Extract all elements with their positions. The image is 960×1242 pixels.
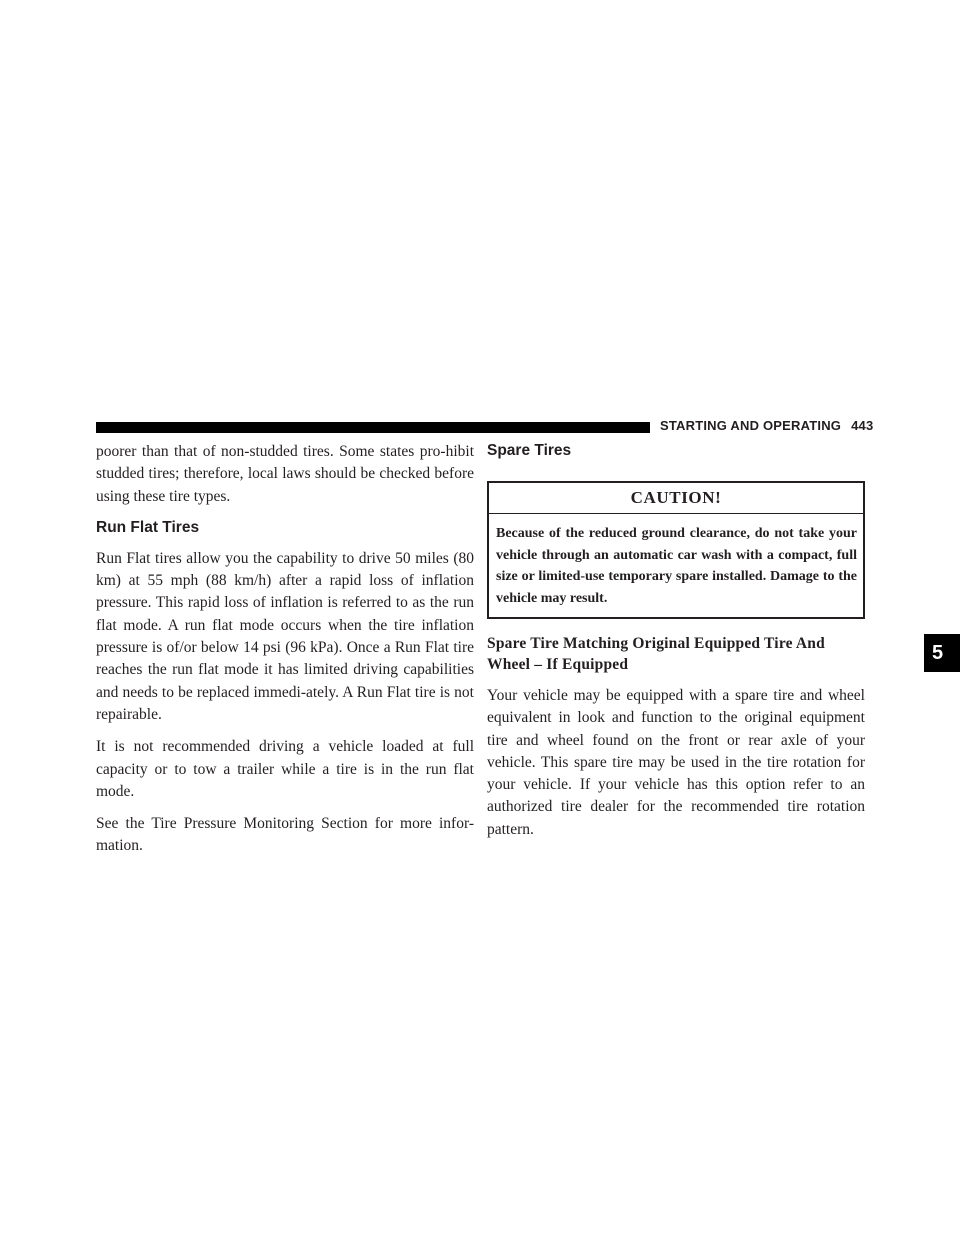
intro-paragraph: poorer than that of non-studded tires. Some states pro-hibit studded tires; therefore, local laws should be checked before using these tire types. (96, 443, 474, 505)
spare-matching-paragraph: Your vehicle may be equipped with a spare tire and wheel equivalent in look and function to the original equipment tire and wheel found on the front or rear axle of your vehicle. This spare tire may be used in the tire rotation for your vehicle. If your vehicle has this option refer to an authorized tire dealer for the recommended tire rotation pattern. (487, 687, 865, 838)
run-flat-paragraph-1: Run Flat tires allow you the capability to drive 50 miles (80 km) at 55 mph (88 km/h) after a rapid loss of inflation pressure. This rapid loss of inflation is referred to as the run flat mode. A run flat mode occurs when the tire inflation pressure is of/or below 14 psi (96 kPa). Once a Run Flat tire reaches the run flat mode it has limited driving capabilities and needs to be replaced immedi-ately. A Run Flat tire is not repairable. (96, 549, 474, 723)
section-title: STARTING AND OPERATING (660, 418, 842, 433)
caution-box (487, 481, 865, 619)
run-flat-paragraph-3: See the Tire Pressure Monitoring Section for more infor-mation. (96, 815, 474, 855)
left-column (96, 441, 474, 868)
chapter-tab: 5 (924, 634, 960, 672)
spare-tires-heading: Spare Tires (487, 442, 572, 459)
header-rule (96, 422, 650, 433)
caution-text: Because of the reduced ground clearance, do not take your vehicle through an automatic car wash with a compact, full size or limited-use temporary spare installed. Damage to the vehicle may result. (496, 526, 857, 606)
spare-matching-heading: Spare Tire Matching Original Equipped Tire And Wheel – If Equipped (487, 635, 825, 673)
page-number: 443 (851, 418, 874, 433)
caution-title: CAUTION! (489, 483, 863, 514)
run-flat-heading: Run Flat Tires (96, 518, 200, 536)
run-flat-paragraph-2: It is not recommended driving a vehicle loaded at full capacity or to tow a trailer while a tire is in the run flat mode. (96, 738, 474, 800)
running-head (660, 418, 874, 438)
right-column (487, 441, 865, 851)
